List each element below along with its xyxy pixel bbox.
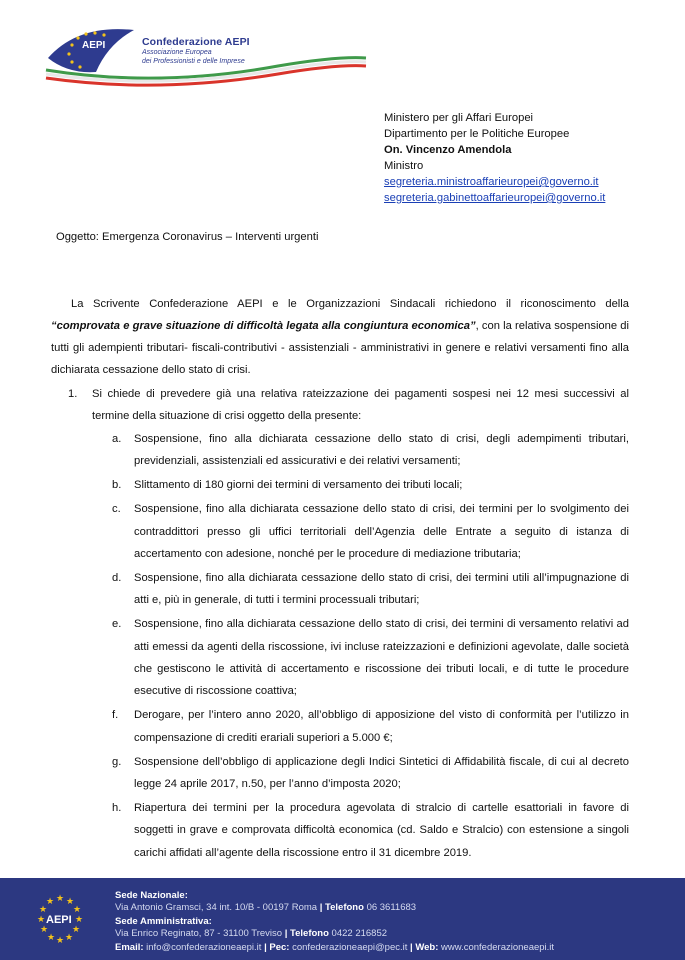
- pec-label: Pec:: [269, 942, 290, 954]
- sede-amministrativa-phone: 0422 216852: [331, 927, 388, 939]
- footer: [0, 878, 685, 960]
- list-letter: c.: [112, 503, 121, 516]
- numbered-list: [51, 383, 629, 427]
- list-letter: g.: [112, 755, 122, 768]
- list-letter: f.: [112, 709, 119, 722]
- list-item-text: Si chiede di prevedere già una relativa rateizzazione dei pagamenti sospesi nei 12 mesi successivi al termine della situazione di crisi oggetto della presente:: [92, 388, 629, 422]
- list-letter: b.: [112, 479, 122, 492]
- logo-text: AEPI: [82, 40, 106, 51]
- footer-web[interactable]: www.confederazioneaepi.it: [441, 942, 555, 954]
- intro-text-2: , con la relativa sospensione di tutti gli adempienti tributari- fiscali-contributivi - assistenziali - amministrativi in genere e relativi versamenti fino alla dichiarata cessazione dello stato di crisi.: [51, 320, 630, 376]
- email-label: Email:: [115, 942, 144, 954]
- brand-subtitle-1: Associazione Europea: [142, 49, 212, 56]
- recipient-role: Ministro: [384, 160, 424, 172]
- intro-emphasis: “comprovata e grave situazione di difficoltà legata alla congiuntura economica”: [51, 320, 476, 332]
- list-letter: e.: [112, 618, 122, 631]
- list-item-text: Sospensione, fino alla dichiarata cessazione dello stato di crisi, degli adempimenti tributari, previdenziali, assistenziali ed assicurativi e dei relativi versamenti;: [134, 433, 629, 468]
- svg-text:★: ★: [39, 905, 48, 915]
- telefono-label: Telefono: [325, 901, 364, 913]
- list-item-text: Sospensione dell’obbligo di applicazione degli Indici Sintetici di Affidabilità fiscale, di cui al decreto legge 24 aprile 2017, n.50, per l’anno d’imposta 2020;: [134, 755, 629, 791]
- list-item: [112, 474, 629, 496]
- footer-logo-text: AEPI: [46, 914, 72, 926]
- list-item: [112, 567, 629, 612]
- list-letter: d.: [112, 571, 122, 584]
- footer-pec[interactable]: confederazioneaepi@pec.it: [292, 942, 408, 954]
- list-item-text: Sospensione, fino alla dichiarata cessazione dello stato di crisi, dei termini utili all’impugnazione di atti e, più in generale, di tutti i termini processuali tributari;: [134, 571, 629, 607]
- list-item-1: [51, 383, 629, 427]
- recipient-email-2[interactable]: segreteria.gabinettoaffarieuropei@governo.it: [384, 192, 606, 204]
- recipient-department: Dipartimento per le Politiche Europee: [384, 128, 570, 140]
- recipient-ministry: Ministero per gli Affari Europei: [384, 112, 534, 124]
- list-item-text: Riapertura dei termini per la procedura agevolata di stralcio di cartelle esattoriali in favore di soggetti in grave e comprovata difficoltà economica (cd. Saldo e Stralcio) con estensione a singoli carichi affidati all’agente della riscossione entro il 31 dicembre 2019.: [134, 802, 629, 859]
- list-item-text: Sospensione, fino alla dichiarata cessazione dello stato di crisi, dei termini per lo svolgimento dei contraddittori presso gli uffici territoriali dell’Agenzia delle Entrate a seguito di istanza di accertamento con adesione, nonché per le procedure di mediazione tributaria;: [134, 503, 629, 561]
- footer-logo: [34, 892, 86, 948]
- list-number: 1.: [68, 388, 78, 400]
- svg-text:★: ★: [66, 897, 75, 907]
- sede-amministrativa-line: Via Enrico Reginato, 87 - 31100 Treviso | Telefono 0422 216852: [115, 927, 388, 939]
- list-item: [112, 613, 629, 703]
- telefono-label-2: Telefono: [290, 927, 329, 939]
- footer-contacts: [115, 890, 554, 954]
- list-item-text: Derogare, per l’intero anno 2020, all’obbligo di apposizione del visto di conformità per l’utilizzo in compensazione di crediti erariali superiori a 5.000 €;: [134, 709, 629, 744]
- svg-text:★: ★: [56, 894, 65, 904]
- brand-name: Confederazione AEPI: [142, 36, 250, 48]
- sede-nazionale-address: Via Antonio Gramsci, 34 int. 10/B - 00197 Roma: [115, 901, 318, 913]
- list-item: [112, 704, 629, 749]
- list-item-text: Slittamento di 180 giorni dei termini di versamento dei tributi locali;: [134, 479, 463, 492]
- svg-text:★: ★: [75, 915, 84, 925]
- list-letter: a.: [112, 433, 122, 445]
- header-logo: [38, 18, 368, 88]
- sede-amministrativa-label: Sede Amministrativa:: [115, 916, 212, 928]
- svg-text:★: ★: [56, 936, 65, 946]
- svg-text:★: ★: [46, 897, 55, 907]
- web-label: Web:: [415, 942, 439, 954]
- intro-text-1: La Scrivente Confederazione AEPI e le Organizzazioni Sindacali richiedono il riconoscimento della: [71, 298, 629, 310]
- sede-nazionale-phone: 06 3611683: [366, 901, 417, 913]
- contacts-line: Email: info@confederazioneaepi.it | Pec: confederazioneaepi@pec.it | Web: www.confederazioneaepi.it: [115, 942, 555, 954]
- list-item-text: Sospensione, fino alla dichiarata cessazione dello stato di crisi, dei termini di versamento relativi ad atti emessi da agenti della riscossione, ivi incluse rateizzazioni e definizioni agevolate, dalle società che gestiscono le attività di accertamento e riscossione dei tributi locali, e di tutte le procedure esecutive di riscossione coattiva;: [134, 618, 629, 698]
- svg-text:★: ★: [40, 925, 49, 935]
- svg-text:★: ★: [47, 933, 56, 943]
- recipient-name: On. Vincenzo Amendola: [384, 144, 512, 156]
- subject-line: Oggetto: Emergenza Coronavirus – Interventi urgenti: [56, 231, 319, 243]
- list-item: [112, 797, 629, 864]
- intro-paragraph: [51, 293, 629, 381]
- list-item: [112, 428, 629, 473]
- sede-nazionale-label: Sede Nazionale:: [115, 890, 188, 901]
- list-letter: h.: [112, 802, 122, 814]
- lettered-list: [112, 428, 629, 866]
- svg-text:★: ★: [73, 905, 82, 915]
- brand-block: [142, 36, 250, 66]
- list-item: [112, 498, 629, 565]
- svg-text:★: ★: [65, 933, 74, 943]
- sede-nazionale-line: Via Antonio Gramsci, 34 int. 10/B - 00197 Roma | Telefono 06 3611683: [115, 901, 417, 913]
- brand-subtitle-2: dei Professionisti e delle Imprese: [142, 58, 245, 65]
- svg-text:★: ★: [72, 925, 81, 935]
- footer-email[interactable]: info@confederazioneaepi.it: [146, 942, 262, 954]
- list-item: [112, 751, 629, 796]
- sede-amministrativa-address: Via Enrico Reginato, 87 - 31100 Treviso: [115, 927, 283, 939]
- recipient-block: [384, 110, 605, 206]
- recipient-email-1[interactable]: segreteria.ministroaffarieuropei@governo.it: [384, 176, 599, 188]
- svg-text:★: ★: [37, 915, 46, 925]
